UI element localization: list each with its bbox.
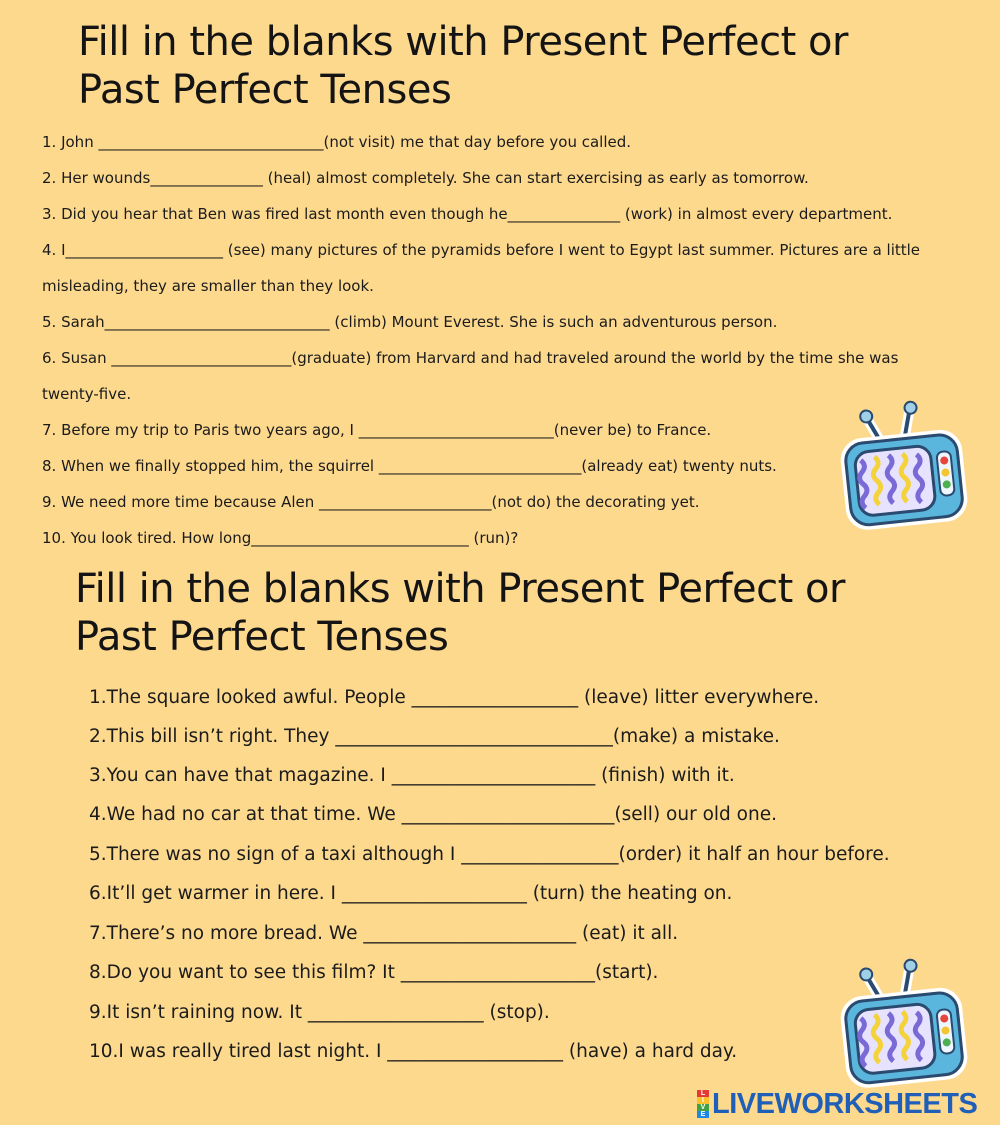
exercise-4: 4.We had no car at that time. We _______________________(sell) our old one. — [89, 804, 777, 825]
exercise-1: 1.The square looked awful. People __________________ (leave) litter everywhere. — [89, 687, 820, 708]
live-letter: V — [697, 1104, 709, 1111]
tv-sticker-icon — [832, 958, 972, 1090]
exercise-2: 2.This bill isn’t right. They ______________________________(make) a mistake. — [89, 726, 780, 747]
question-5: 5. Sarah______________________________ (climb) Mount Everest. She is such an adventurous person. — [42, 313, 778, 331]
liveworksheets-logo[interactable] — [697, 1088, 977, 1120]
question-6: 6. Susan ________________________(graduate) from Harvard and had traveled around the world by the time she was — [42, 349, 899, 367]
exercise-7: 7.There’s no more bread. We _______________________ (eat) it all. — [89, 923, 679, 944]
live-badge-icon — [697, 1090, 709, 1118]
exercise-10: 10.I was really tired last night. I ___________________ (have) a hard day. — [89, 1041, 738, 1062]
exercise-9: 9.It isn’t raining now. It ___________________ (stop). — [89, 1002, 550, 1023]
section-title: Fill in the blanks with Present Perfect or Past Perfect Tenses — [75, 566, 845, 660]
question-7: 7. Before my trip to Paris two years ago, I __________________________(never be) to France. — [42, 421, 712, 439]
question-9: 9. We need more time because Alen _______________________(not do) the decorating yet. — [42, 493, 700, 511]
exercise-3: 3.You can have that magazine. I ______________________ (finish) with it. — [89, 765, 735, 786]
page-title: Fill in the blanks with Present Perfect or Past Perfect Tenses — [78, 19, 848, 113]
question-2: 2. Her wounds_______________ (heal) almost completely. She can start exercising as early as tomorrow. — [42, 169, 809, 187]
question-1: 1. John ______________________________(not visit) me that day before you called. — [42, 133, 632, 151]
question-6-continued: twenty-five. — [42, 385, 132, 403]
live-letter: E — [697, 1111, 709, 1118]
question-3: 3. Did you hear that Ben was fired last month even though he_______________ (work) in almost every department. — [42, 205, 893, 223]
live-letter: I — [697, 1097, 709, 1104]
question-4-continued: misleading, they are smaller than they look. — [42, 277, 374, 295]
brand-name: LIVEWORKSHEETS — [712, 1087, 978, 1120]
question-4: 4. I_____________________ (see) many pictures of the pyramids before I went to Egypt last summer. Pictures are a little — [42, 241, 921, 259]
live-letter: L — [697, 1090, 709, 1097]
question-10: 10. You look tired. How long_____________________________ (run)? — [42, 529, 519, 547]
tv-sticker-icon — [832, 400, 972, 532]
exercise-8: 8.Do you want to see this film? It _____________________(start). — [89, 962, 659, 983]
exercise-5: 5.There was no sign of a taxi although I _________________(order) it half an hour before. — [89, 844, 890, 865]
exercise-6: 6.It’ll get warmer in here. I ____________________ (turn) the heating on. — [89, 883, 733, 904]
question-8: 8. When we finally stopped him, the squirrel ___________________________(already eat) twenty nuts. — [42, 457, 777, 475]
